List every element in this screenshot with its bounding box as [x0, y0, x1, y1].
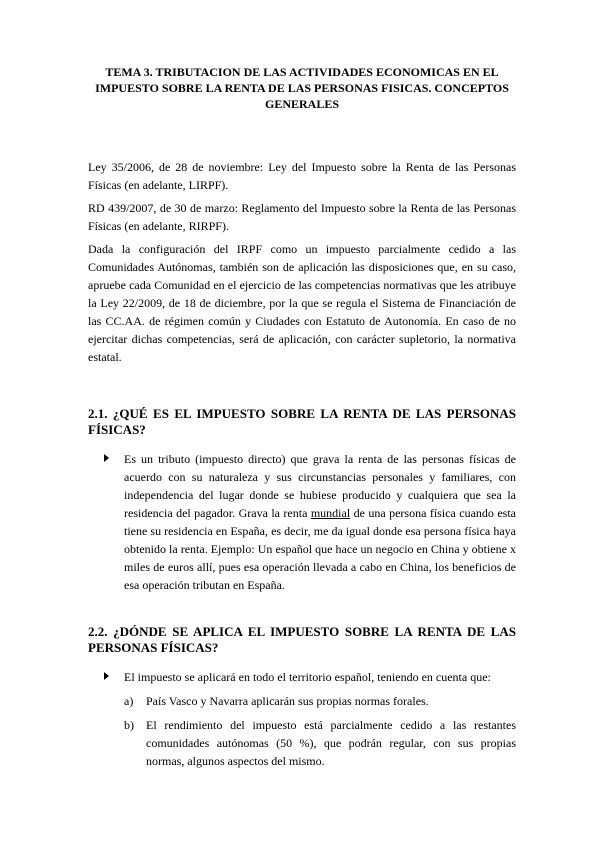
section-2-bullet [88, 668, 516, 686]
section-2-item-a [88, 692, 516, 710]
section-2-item-b [88, 716, 516, 770]
document-page [88, 64, 516, 770]
section-1-bullet [88, 450, 516, 594]
section-1-underlined-word: mundial [310, 506, 351, 520]
section-2-heading: 2.2. ¿DÓNDE SE APLICA EL IMPUESTO SOBRE LA RENTA DE LAS PERSONAS FÍSICAS? [88, 624, 516, 655]
section-1-heading: 2.1. ¿QUÉ ES EL IMPUESTO SOBRE LA RENTA DE LAS PERSONAS FÍSICAS? [88, 406, 516, 437]
item-text: El rendimiento del impuesto está parcialmente cedido a las restantes comunidades autónomas (50 %), que podrán regular, con sus propias normas, algunos aspectos del mismo. [146, 718, 516, 768]
bullet-arrow-icon [104, 454, 109, 462]
section-1-text-a: Es un tributo (impuesto directo) que grava la renta de las personas físicas de acuerdo con su naturaleza y sus circunstancias personales y familiares, con independencia del lugar donde se hubiese producido y cualquiera que sea la residencia del pagador. Grava la renta [124, 452, 516, 520]
document-title: TEMA 3. TRIBUTACION DE LAS ACTIVIDADES ECONOMICAS EN EL IMPUESTO SOBRE LA RENTA DE LAS PERSONAS FISICAS. CONCEPTOS GENERALES [95, 65, 509, 111]
intro-law-paragraph: Ley 35/2006, de 28 de noviembre: Ley del Impuesto sobre la Renta de las Personas Físicas (en adelante, LIRPF). [88, 160, 516, 192]
bullet-arrow-icon [104, 672, 109, 680]
item-letter: b) [124, 718, 134, 732]
section-2-bullet-text: El impuesto se aplicará en todo el territorio español, teniendo en cuenta que: [124, 670, 491, 684]
item-text: País Vasco y Navarra aplicarán sus propias normas forales. [146, 694, 429, 708]
intro-configuration-paragraph: Dada la configuración del IRPF como un impuesto parcialmente cedido a las Comunidades Autónomas, también son de aplicación las disposiciones que, en su caso, apruebe cada Comunidad en el ejercicio de las competencias normativas que les atribuye la Ley 22/2009, de 18 de diciembre, por la que se regula el Sistema de Financiación de las CC.AA. de régimen común y Ciudades con Estatuto de Autonomía. En caso de no ejercitar dichas competencias, será de aplicación, con carácter supletorio, la normativa estatal. [88, 242, 516, 364]
section-1-text-b: de una persona física cuando esta tiene su residencia en España, es decir, me da igual donde esa persona física haya obtenido la renta. Ejemplo: Un español que hace un negocio en China y obtiene x miles de euros allí, pues esa operación llevada a cabo en China, los beneficios de esa operación tributan en España. [124, 506, 516, 592]
intro-decree-paragraph: RD 439/2007, de 30 de marzo: Reglamento del Impuesto sobre la Renta de las Personas Físicas (en adelante, RIRPF). [88, 201, 516, 233]
item-letter: a) [124, 694, 134, 708]
